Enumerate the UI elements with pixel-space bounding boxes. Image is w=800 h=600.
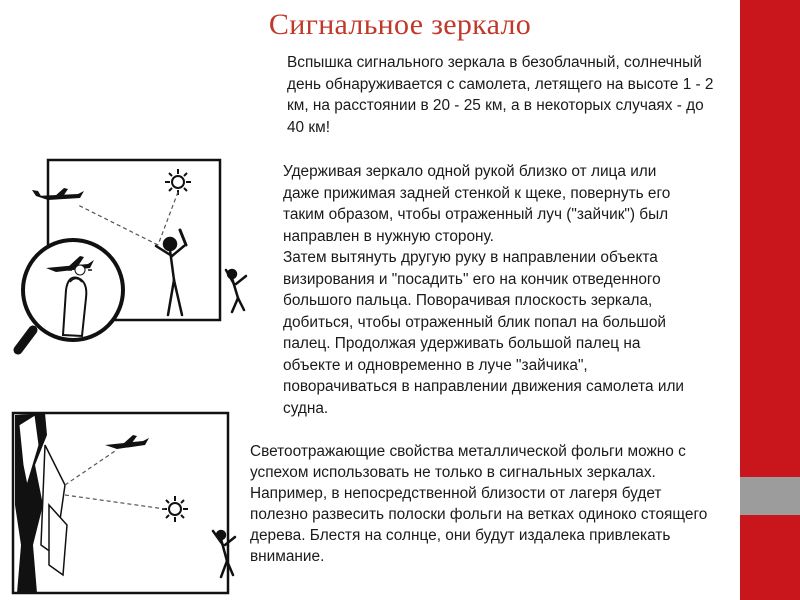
mirror-signaling-illustration	[8, 150, 263, 380]
text-line: успехом использовать не только в сигнальных зеркалах.	[250, 464, 656, 481]
text-line: большого пальца. Поворачивая плоскость зеркала,	[283, 292, 653, 309]
text-line: день обнаруживается с самолета, летящего на высоте 1 - 2	[287, 75, 714, 93]
text-line: палец. Продолжая удерживать большой палец на	[283, 335, 641, 352]
observer-figure	[226, 270, 246, 312]
text-line: Светоотражающие свойства металлической фольги можно с	[250, 443, 686, 460]
text-line: даже прижимая задней стенкой к щеке, повернуть его	[283, 184, 671, 202]
text-line: поворачиваться в направлении движения самолета или	[283, 378, 685, 395]
text-line: дерева. Блестя на солнце, они будут издалека привлекать	[250, 527, 671, 544]
text-line: внимание.	[250, 548, 325, 565]
text-line: Например, в непосредственной близости от лагеря будет	[250, 485, 662, 502]
text-line: таким образом, чтобы отраженный луч ("зайчик") был	[283, 206, 669, 223]
text-line: полезно развесить полоски фольги на ветках одиноко стоящего	[250, 506, 708, 523]
slide-title: Сигнальное зеркало	[268, 8, 532, 41]
text-line: направлен в нужную сторону.	[283, 227, 494, 245]
text-line: Затем вытянуть другую руку в направлении объекта	[283, 249, 658, 266]
text-line: 40 км!	[287, 118, 330, 136]
text-line: визирования и "посадить" его на кончик отведенного	[283, 270, 661, 288]
paragraph-visibility	[287, 52, 772, 138]
text-line: км, на расстоянии в 20 - 25 км, а в некоторых случаях - до	[287, 97, 704, 114]
text-line: Вспышка сигнального зеркала в безоблачный, солнечный	[287, 54, 702, 71]
paragraph-foil	[250, 441, 785, 567]
text-line: Удерживая зеркало одной рукой близко от лица или	[283, 163, 657, 180]
foil-tree-illustration	[5, 405, 245, 600]
text-line: добиться, чтобы отраженный блик попал на большой	[283, 313, 667, 331]
magnifier-icon	[18, 240, 123, 350]
text-line: судна.	[283, 399, 329, 417]
paragraph-instructions	[283, 161, 753, 419]
text-line: объекте и одновременно в луче "зайчика",	[283, 356, 588, 374]
